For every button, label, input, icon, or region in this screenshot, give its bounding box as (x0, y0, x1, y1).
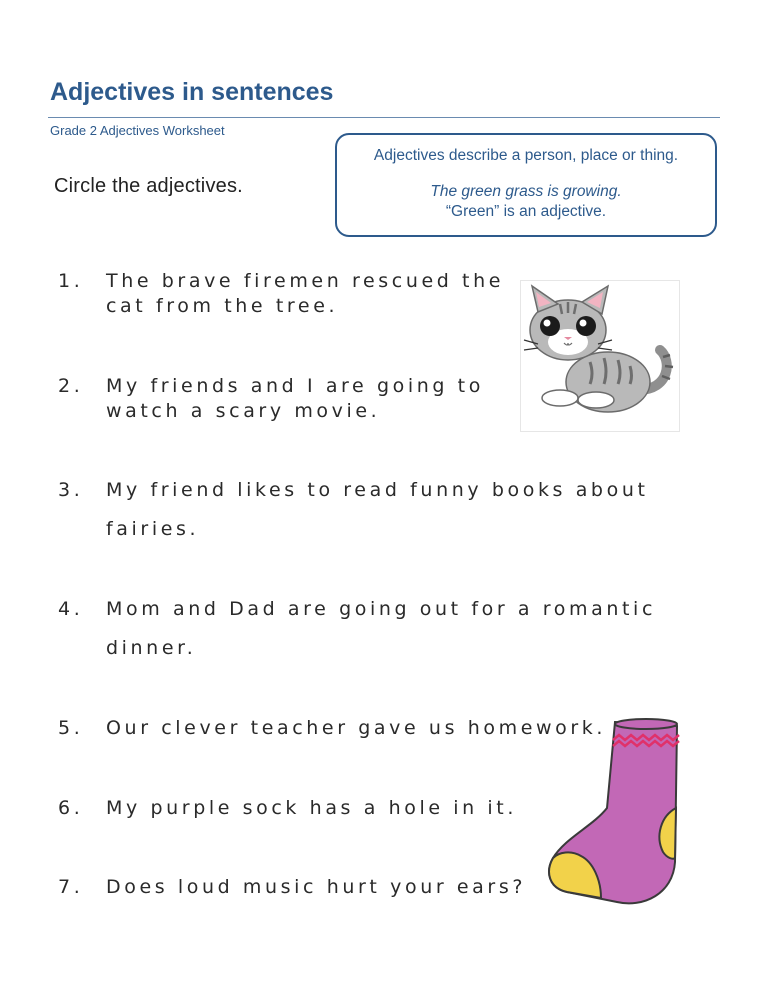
definition-text: Adjectives describe a person, place or thing. (373, 147, 679, 164)
question-text: Does loud music hurt your ears? (106, 876, 527, 898)
question-number: 7. (58, 876, 84, 898)
page-subtitle: Grade 2 Adjectives Worksheet (50, 123, 225, 138)
instruction-text: Circle the adjectives. (54, 175, 243, 197)
sock-illustration (545, 712, 683, 912)
question-number: 2. (58, 375, 84, 397)
question-text: The brave firemen rescued the (106, 270, 505, 292)
example-sentence: The green grass is growing. (430, 183, 622, 200)
question-text: Mom and Dad are going out for a romantic (106, 598, 656, 620)
question-text: My purple sock has a hole in it. (106, 797, 517, 819)
question-text-continued: watch a scary movie. (106, 400, 381, 422)
cat-illustration (520, 280, 680, 432)
question-number: 4. (58, 598, 84, 620)
page-title: Adjectives in sentences (50, 78, 334, 106)
question-text-continued: dinner. (106, 637, 197, 659)
question-text-continued: cat from the tree. (106, 295, 339, 317)
title-divider (48, 117, 720, 118)
question-number: 3. (58, 479, 84, 501)
question-number: 6. (58, 797, 84, 819)
question-number: 5. (58, 717, 84, 739)
question-text: My friends and I are going to (106, 375, 484, 397)
question-number: 1. (58, 270, 84, 292)
question-text-continued: fairies. (106, 518, 200, 540)
definition-box (335, 133, 717, 237)
example-explanation: “Green” is an adjective. (445, 203, 607, 220)
question-text: My friend likes to read funny books about (106, 479, 649, 501)
question-text: Our clever teacher gave us homework. (106, 717, 606, 739)
